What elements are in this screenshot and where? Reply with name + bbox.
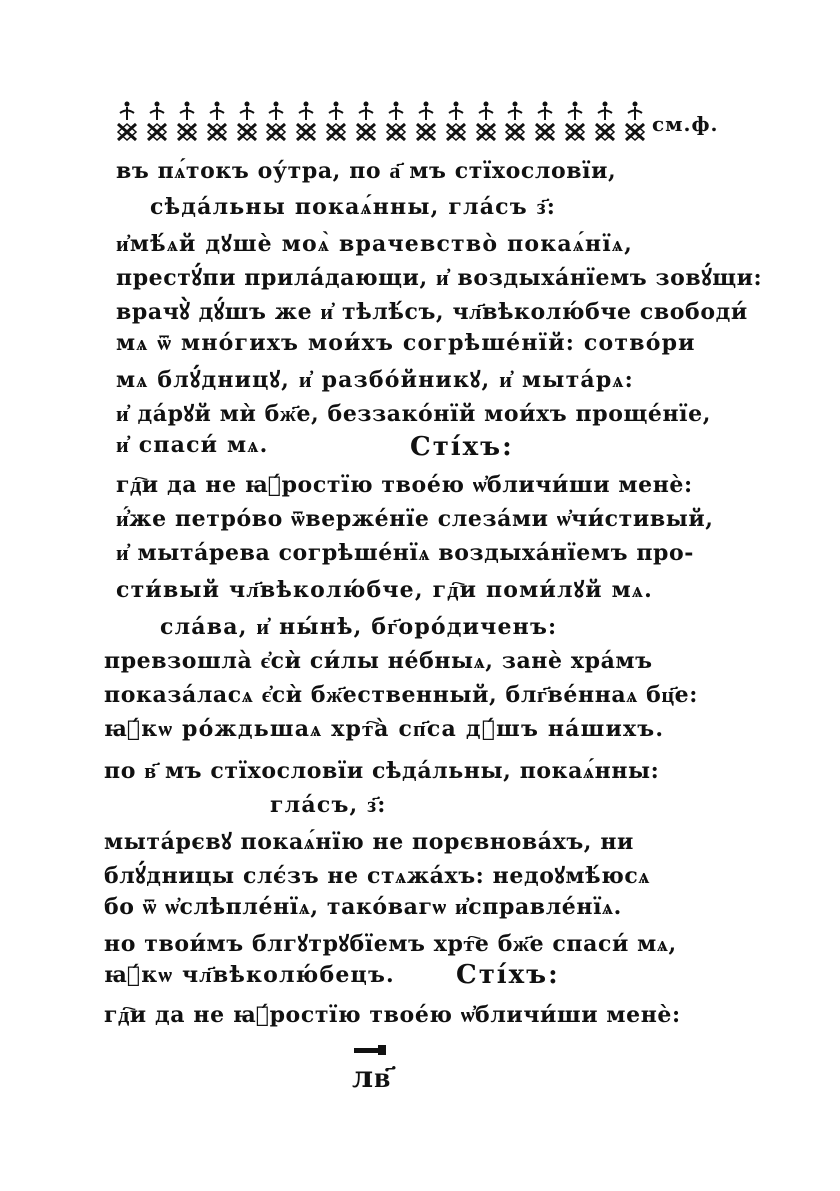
ornament-fleuron-icon bbox=[116, 100, 138, 144]
text-line: ꙗ҆́кѡ чл҃вѣколю́бецъ. bbox=[104, 962, 395, 988]
ornament-fleuron-icon bbox=[265, 100, 287, 144]
stikh-heading: Сті́хъ: bbox=[456, 960, 560, 990]
folio-mark: см.ф. bbox=[652, 112, 719, 136]
ornament-fleuron-icon bbox=[564, 100, 586, 144]
ornament-fleuron-icon bbox=[445, 100, 467, 144]
text-line: бо ѿ ѡ҆слѣпле́нїѧ, тако́вагѡ и҆справле́нїѧ. bbox=[104, 894, 622, 920]
page-number: лв҃ bbox=[352, 1060, 392, 1095]
ornament-fleuron-icon bbox=[295, 100, 317, 144]
ornament-fleuron-icon bbox=[325, 100, 347, 144]
ornament-fleuron-icon bbox=[176, 100, 198, 144]
text-line: гд҇и да не ꙗ҆́ростїю твое́ю ѡ҆бличи́ши менѐ: bbox=[116, 472, 693, 498]
slava-heading: сла́ва, и҆ ны́нѣ, бг҃оро́диченъ: bbox=[160, 614, 558, 640]
ornament-band bbox=[116, 96, 646, 144]
text-line: и҆́же петро́во ѿверже́нїе слеза́ми ѡ҆чи́стивый, bbox=[116, 506, 714, 532]
catchword-mark bbox=[352, 1043, 388, 1057]
text-line: превзошла̀ є҆сѝ си́лы не́бныѧ, занѐ хра́мъ bbox=[104, 648, 653, 674]
text-line: мыта́рєвꙋ покаѧ́нїю не порєвнова́хъ, ни bbox=[104, 829, 634, 855]
text-line: и҆мѣ́ѧй дꙋшѐ моѧ̀ врачевство̀ покаѧ́нїѧ, bbox=[116, 231, 633, 257]
text-line: и҆ спаси́ мѧ. bbox=[116, 432, 269, 458]
ornament-fleuron-icon bbox=[624, 100, 646, 144]
text-line: врачꙋ̀ дꙋ́шъ же и҆ тѣлѣ́съ, чл҃вѣколю́бче свободи́ bbox=[116, 299, 748, 325]
ornament-fleuron-icon bbox=[385, 100, 407, 144]
text-line: и҆ мыта́рева согрѣше́нїѧ воздыха́нїемъ про- bbox=[116, 540, 695, 566]
ornament-fleuron-icon bbox=[594, 100, 616, 144]
text-line: въ пѧ́токъ оу́тра, по а҃ мъ стїхословїи, bbox=[116, 158, 617, 184]
section-heading: по в҃ мъ стїхословїи сѣда́льны, покаѧ́нны: bbox=[104, 758, 660, 784]
text-line: гд҇и да не ꙗ҆́ростїю твое́ю ѡ҆бличи́ши менѐ: bbox=[104, 1002, 681, 1028]
stikh-heading: Сті́хъ: bbox=[410, 432, 514, 462]
text-line: и҆ да́рꙋй мѝ бж҃е, беззако́нїй мои́хъ проще́нїе, bbox=[116, 401, 711, 427]
ornament-fleuron-icon bbox=[534, 100, 556, 144]
ornament-fleuron-icon bbox=[355, 100, 377, 144]
text-line: показа́ласѧ є҆сѝ бж҃ественный, блг҃ве́ннаѧ бц҃е: bbox=[104, 682, 698, 708]
ornament-fleuron-icon bbox=[504, 100, 526, 144]
text-line: мѧ ѿ мно́гихъ мои́хъ согрѣше́нїй: сотво́ри bbox=[116, 330, 696, 356]
text-line: сѣда́льны покаѧ́нны, гла́съ з҃: bbox=[150, 194, 557, 220]
text-line: престꙋ́пи прила́дающи, и҆ воздыха́нїемъ зовꙋ́щи: bbox=[116, 265, 763, 291]
ornament-fleuron-icon bbox=[236, 100, 258, 144]
text-line: сти́вый чл҃вѣколю́бче, гд҇и поми́лꙋй мѧ. bbox=[116, 577, 653, 603]
ornament-fleuron-icon bbox=[206, 100, 228, 144]
text-line: но твои́мъ блгꙋтрꙋбїемъ хрт҇е бж҃е спаси́ мѧ, bbox=[104, 931, 677, 957]
text-line: ꙗ҆́кѡ ро́ждьшаѧ хрт҇а̀ сп҃са дꙋ́шъ на́шихъ. bbox=[104, 716, 665, 742]
text-line: мѧ блꙋ́дницꙋ, и҆ разбо́йникꙋ, и҆ мыта́рѧ: bbox=[116, 367, 634, 393]
text-line: блꙋ́дницы слє́зъ не стѧжа́хъ: недоꙋмѣ́юсѧ bbox=[104, 863, 650, 889]
glas-heading: гла́съ, з҃: bbox=[270, 792, 387, 818]
ornament-fleuron-icon bbox=[415, 100, 437, 144]
ornament-fleuron-icon bbox=[146, 100, 168, 144]
ornament-fleuron-icon bbox=[475, 100, 497, 144]
